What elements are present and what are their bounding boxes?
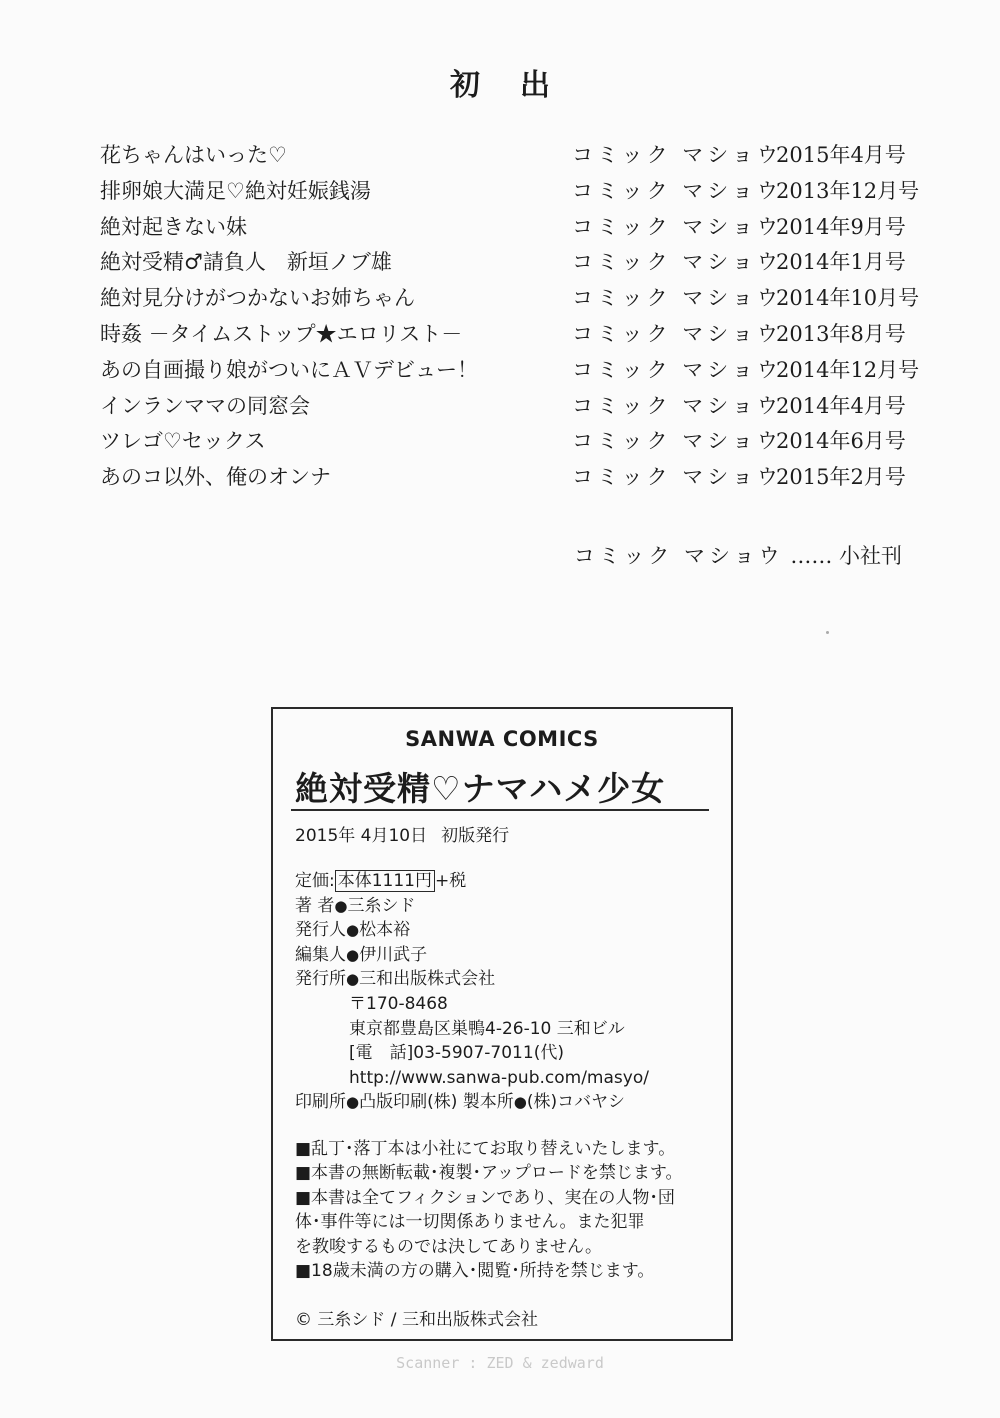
magazine-note-text: 小社刊 (839, 544, 902, 568)
bullet-icon: ● (334, 896, 348, 915)
price-value: 本体1111円 (335, 870, 435, 892)
notice-line: 体･事件等には一切関係ありません。また犯罪 (295, 1212, 645, 1233)
publisher-person-name: 松本裕 (359, 920, 411, 941)
issue-date: 2014年4月号 (776, 393, 906, 418)
magazine-note-name: コミック マショウ (573, 544, 784, 568)
magazine-name: コミック マショウ (572, 357, 782, 382)
website-url: http://www.sanwa-pub.com/masyo/ (349, 1067, 649, 1088)
issue-date: 2015年4月号 (776, 143, 906, 167)
publication-row (100, 138, 920, 174)
edition-label: 初版発行 (441, 826, 510, 846)
binder-label: 製本所 (462, 1092, 514, 1113)
publisher-label: 発行所 (295, 969, 346, 990)
magazine-name: コミック マショウ (572, 393, 782, 418)
author-line (295, 894, 649, 919)
printer-name: 凸版印刷(株) (359, 1092, 458, 1113)
title-divider (291, 809, 709, 811)
postal-line (295, 992, 649, 1017)
author-label: 著 者 (295, 895, 335, 916)
magazine-name: コミック マショウ (572, 178, 782, 203)
publication-row (100, 245, 920, 281)
phone-number: [電 話]03-5907-7011(代) (349, 1043, 564, 1064)
publisher-line (295, 967, 649, 992)
publication-row (100, 424, 920, 460)
editor-label: 編集人 (295, 944, 346, 965)
magazine-name: コミック マショウ (572, 250, 782, 275)
bullet-icon: ● (346, 921, 360, 940)
printer-label: 印刷所 (295, 1092, 346, 1113)
author-name: 三糸シド (347, 895, 416, 916)
url-line (295, 1066, 649, 1091)
series-name: SANWA COMICS (405, 727, 599, 751)
issue-date: 2014年10月号 (776, 286, 920, 311)
story-title: あのコ以外、俺のオンナ (100, 465, 331, 490)
postal-code: 〒170-8468 (349, 993, 448, 1014)
story-title: あの自画撮り娘がついにＡＶデビュー！ (100, 357, 478, 382)
address-line (295, 1017, 649, 1042)
address: 東京都豊島区巣鴨4-26-10 三和ビル (349, 1018, 625, 1039)
bullet-icon: ● (513, 1093, 527, 1112)
publisher-person-label: 発行人 (295, 920, 346, 941)
magazine-name: コミック マショウ (572, 321, 782, 346)
publication-row (100, 317, 920, 353)
notice-line: ■18歳未満の方の購入･閲覧･所持を禁じます。 (295, 1260, 655, 1281)
notices (295, 1137, 683, 1283)
story-title: 時姦 －タイムストップ★エロリスト－ (100, 321, 463, 346)
publication-date-line (295, 821, 509, 846)
publication-row (100, 281, 920, 317)
price-tax: +税 (435, 871, 467, 891)
publication-row (100, 174, 920, 210)
publication-row (100, 389, 920, 425)
editor-line (295, 943, 649, 968)
bullet-icon: ● (346, 970, 360, 989)
publication-row (100, 460, 920, 496)
magazine-publisher-note (574, 540, 902, 570)
bullet-icon: ● (346, 945, 360, 964)
issue-date: 2013年8月号 (776, 321, 906, 346)
magazine-name: コミック マショウ (572, 429, 782, 454)
price-line (295, 869, 649, 894)
copyright-notice: © 三糸シド / 三和出版株式会社 (295, 1310, 538, 1330)
first-appearance-heading: 初出 (450, 68, 590, 103)
publication-info (295, 869, 649, 1115)
publication-list (100, 138, 920, 496)
price-label: 定価: (295, 871, 335, 891)
story-title: 絶対起きない妹 (100, 214, 247, 239)
bullet-icon: ● (346, 1093, 360, 1112)
scan-speck (826, 631, 829, 634)
publication-row (100, 353, 920, 389)
publisher-name: 三和出版株式会社 (359, 969, 496, 990)
story-title: 絶対見分けがつかないお姉ちゃん (100, 286, 415, 311)
issue-date: 2014年9月号 (776, 214, 906, 239)
publisher-person-line (295, 918, 649, 943)
phone-line (295, 1041, 649, 1066)
publication-row (100, 210, 920, 246)
publication-date: 2015年 4月10日 (295, 826, 428, 846)
magazine-name: コミック マショウ (572, 143, 782, 167)
issue-date: 2014年1月号 (776, 250, 906, 275)
issue-date: 2014年6月号 (776, 429, 906, 454)
issue-date: 2014年12月号 (776, 357, 920, 382)
story-title: 花ちゃんはいった♡ (100, 143, 287, 167)
book-title: 絶対受精♡ナマハメ少女 (295, 769, 666, 808)
binder-name: (株)コバヤシ (526, 1092, 625, 1113)
notice-line: ■本書は全てフィクションであり、実在の人物･団 (295, 1187, 675, 1208)
magazine-name: コミック マショウ (572, 214, 782, 239)
story-title: インランママの同窓会 (100, 393, 310, 418)
notice-line: ■本書の無断転載･複製･アップロードを禁じます。 (295, 1163, 683, 1184)
magazine-note-dots: …… (790, 544, 833, 568)
issue-date: 2013年12月号 (776, 178, 920, 203)
magazine-name: コミック マショウ (572, 286, 782, 311)
story-title: 排卵娘大満足♡絶対妊娠銭湯 (100, 178, 371, 203)
magazine-name: コミック マショウ (572, 465, 782, 490)
notice-line: を教唆するものでは決してありません。 (295, 1236, 603, 1257)
editor-name: 伊川武子 (359, 944, 428, 965)
colophon-box (271, 707, 733, 1341)
notice-line: ■乱丁･落丁本は小社にてお取り替えいたします。 (295, 1139, 676, 1159)
issue-date: 2015年2月号 (776, 465, 906, 490)
story-title: ツレゴ♡セックス (100, 429, 266, 454)
printer-line (295, 1090, 649, 1115)
story-title: 絶対受精♂請負人 新垣ノブ雄 (100, 250, 392, 275)
scanner-credit: Scanner : ZED & zedward (396, 1354, 604, 1372)
